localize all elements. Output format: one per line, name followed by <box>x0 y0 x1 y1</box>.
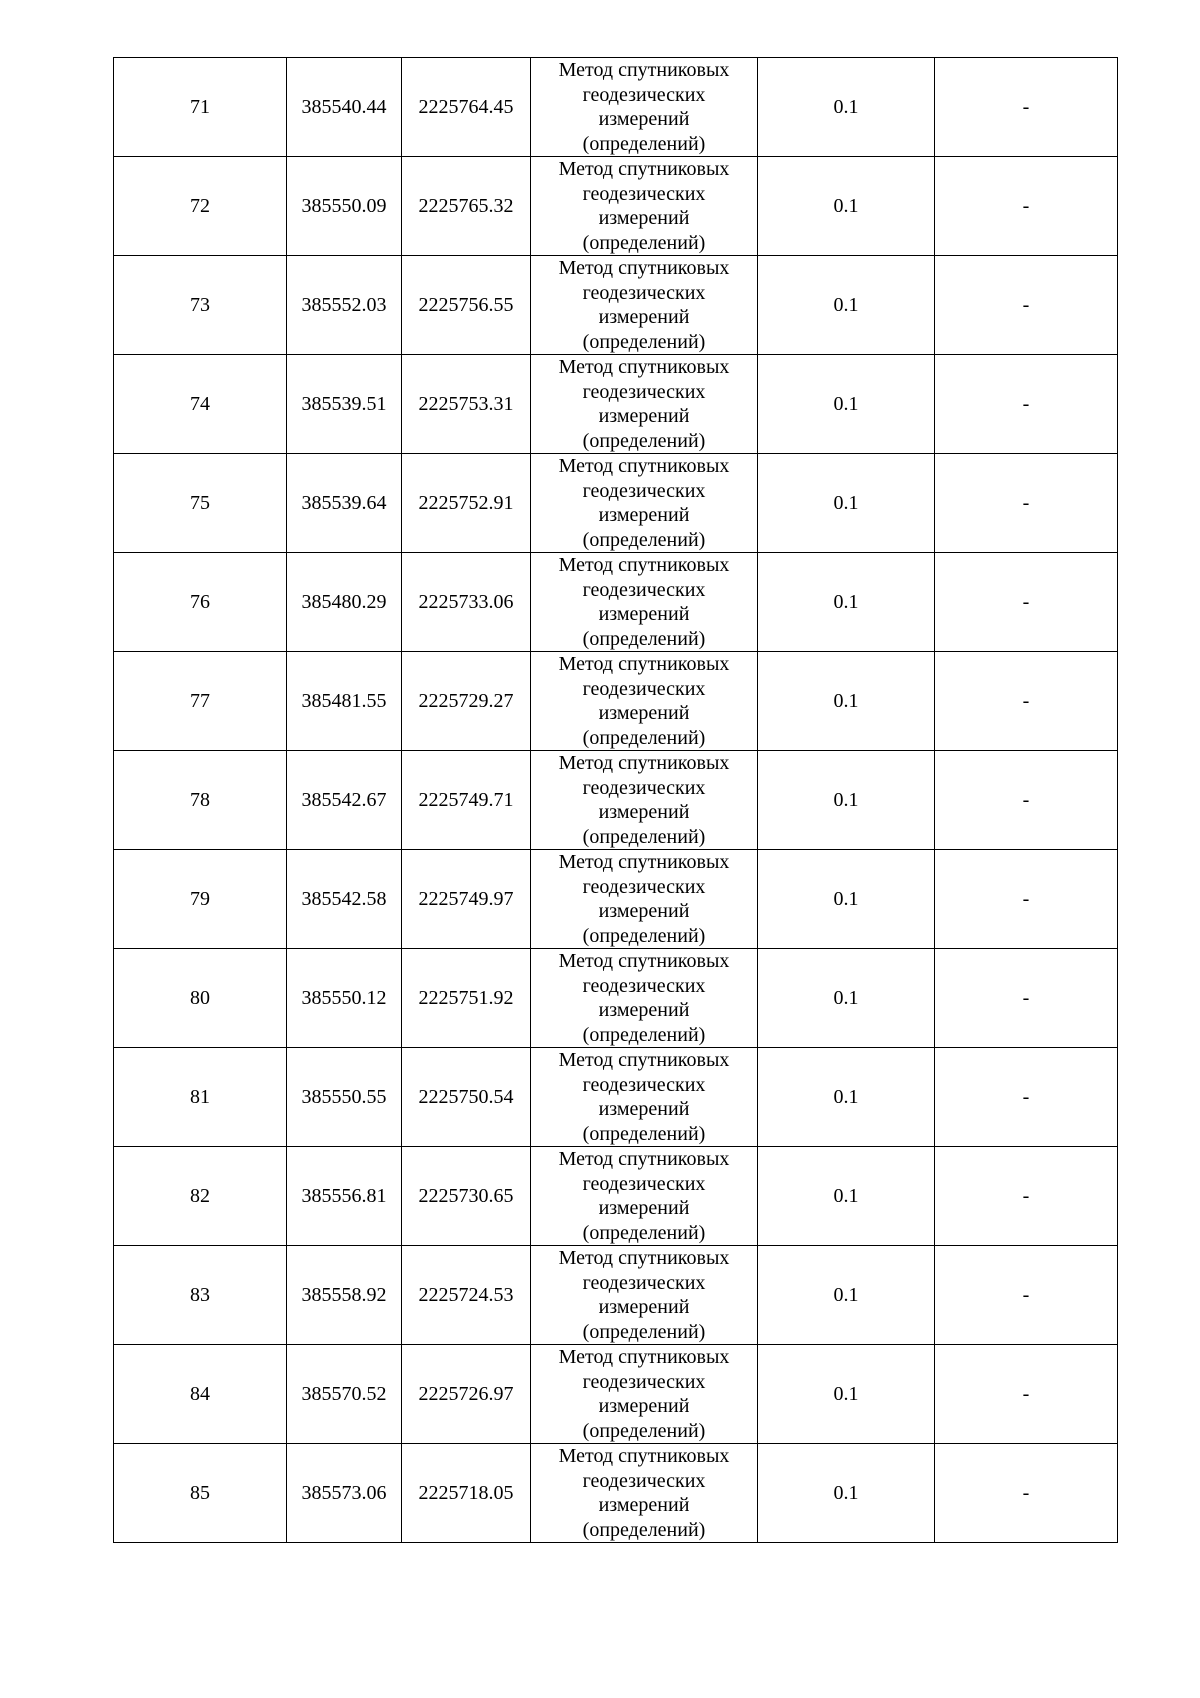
x-coordinate-cell: 385539.64 <box>287 454 402 553</box>
x-coordinate-cell: 385552.03 <box>287 256 402 355</box>
accuracy-cell: 0.1 <box>758 553 935 652</box>
table-body <box>114 58 1118 1543</box>
table-row <box>114 652 1118 751</box>
description-cell: - <box>935 355 1118 454</box>
coordinates-table <box>113 57 1118 1543</box>
method-cell <box>531 355 758 454</box>
x-coordinate-cell: 385481.55 <box>287 652 402 751</box>
method-cell <box>531 454 758 553</box>
method-cell <box>531 850 758 949</box>
x-coordinate-cell: 385480.29 <box>287 553 402 652</box>
description-cell: - <box>935 553 1118 652</box>
method-text: Метод спутниковых геодезических измерений (определений) <box>558 1148 730 1244</box>
method-text: Метод спутниковых геодезических измерений (определений) <box>558 752 730 848</box>
table-row <box>114 157 1118 256</box>
accuracy-cell: 0.1 <box>758 157 935 256</box>
method-cell <box>531 652 758 751</box>
method-cell <box>531 256 758 355</box>
y-coordinate-cell: 2225718.05 <box>402 1444 531 1543</box>
x-coordinate-cell: 385573.06 <box>287 1444 402 1543</box>
y-coordinate-cell: 2225730.65 <box>402 1147 531 1246</box>
table-row <box>114 355 1118 454</box>
method-cell <box>531 58 758 157</box>
table-row <box>114 454 1118 553</box>
y-coordinate-cell: 2225724.53 <box>402 1246 531 1345</box>
description-cell: - <box>935 157 1118 256</box>
method-text: Метод спутниковых геодезических измерений (определений) <box>558 356 730 452</box>
description-cell: - <box>935 454 1118 553</box>
y-coordinate-cell: 2225765.32 <box>402 157 531 256</box>
accuracy-cell: 0.1 <box>758 1048 935 1147</box>
method-cell <box>531 1345 758 1444</box>
y-coordinate-cell: 2225749.71 <box>402 751 531 850</box>
point-number-cell: 77 <box>114 652 287 751</box>
point-number-cell: 73 <box>114 256 287 355</box>
y-coordinate-cell: 2225729.27 <box>402 652 531 751</box>
method-text: Метод спутниковых геодезических измерений (определений) <box>558 1247 730 1343</box>
method-cell <box>531 949 758 1048</box>
method-cell <box>531 157 758 256</box>
method-cell <box>531 1147 758 1246</box>
accuracy-cell: 0.1 <box>758 454 935 553</box>
method-text: Метод спутниковых геодезических измерений (определений) <box>558 554 730 650</box>
description-cell: - <box>935 1048 1118 1147</box>
method-text: Метод спутниковых геодезических измерений (определений) <box>558 851 730 947</box>
description-cell: - <box>935 751 1118 850</box>
method-text: Метод спутниковых геодезических измерений (определений) <box>558 257 730 353</box>
table-row <box>114 553 1118 652</box>
description-cell: - <box>935 58 1118 157</box>
method-text: Метод спутниковых геодезических измерений (определений) <box>558 158 730 254</box>
x-coordinate-cell: 385540.44 <box>287 58 402 157</box>
description-cell: - <box>935 850 1118 949</box>
method-text: Метод спутниковых геодезических измерений (определений) <box>558 653 730 749</box>
point-number-cell: 72 <box>114 157 287 256</box>
accuracy-cell: 0.1 <box>758 1444 935 1543</box>
point-number-cell: 81 <box>114 1048 287 1147</box>
accuracy-cell: 0.1 <box>758 751 935 850</box>
method-cell <box>531 1246 758 1345</box>
x-coordinate-cell: 385550.55 <box>287 1048 402 1147</box>
table-row <box>114 1048 1118 1147</box>
method-text: Метод спутниковых геодезических измерений (определений) <box>558 59 730 155</box>
method-text: Метод спутниковых геодезических измерений (определений) <box>558 1049 730 1145</box>
description-cell: - <box>935 1444 1118 1543</box>
x-coordinate-cell: 385558.92 <box>287 1246 402 1345</box>
table-row <box>114 1246 1118 1345</box>
method-text: Метод спутниковых геодезических измерений (определений) <box>558 950 730 1046</box>
accuracy-cell: 0.1 <box>758 1147 935 1246</box>
table-row <box>114 751 1118 850</box>
accuracy-cell: 0.1 <box>758 850 935 949</box>
x-coordinate-cell: 385542.67 <box>287 751 402 850</box>
y-coordinate-cell: 2225749.97 <box>402 850 531 949</box>
point-number-cell: 80 <box>114 949 287 1048</box>
description-cell: - <box>935 256 1118 355</box>
description-cell: - <box>935 652 1118 751</box>
table-row <box>114 1345 1118 1444</box>
point-number-cell: 85 <box>114 1444 287 1543</box>
point-number-cell: 84 <box>114 1345 287 1444</box>
point-number-cell: 74 <box>114 355 287 454</box>
method-cell <box>531 751 758 850</box>
accuracy-cell: 0.1 <box>758 1345 935 1444</box>
table-row <box>114 58 1118 157</box>
accuracy-cell: 0.1 <box>758 652 935 751</box>
y-coordinate-cell: 2225752.91 <box>402 454 531 553</box>
y-coordinate-cell: 2225750.54 <box>402 1048 531 1147</box>
method-cell <box>531 1444 758 1543</box>
x-coordinate-cell: 385550.09 <box>287 157 402 256</box>
description-cell: - <box>935 1345 1118 1444</box>
accuracy-cell: 0.1 <box>758 949 935 1048</box>
method-text: Метод спутниковых геодезических измерений (определений) <box>558 455 730 551</box>
point-number-cell: 75 <box>114 454 287 553</box>
method-cell <box>531 553 758 652</box>
description-cell: - <box>935 1147 1118 1246</box>
accuracy-cell: 0.1 <box>758 1246 935 1345</box>
y-coordinate-cell: 2225764.45 <box>402 58 531 157</box>
y-coordinate-cell: 2225733.06 <box>402 553 531 652</box>
y-coordinate-cell: 2225753.31 <box>402 355 531 454</box>
method-text: Метод спутниковых геодезических измерений (определений) <box>558 1445 730 1541</box>
method-text: Метод спутниковых геодезических измерений (определений) <box>558 1346 730 1442</box>
table-row <box>114 1147 1118 1246</box>
accuracy-cell: 0.1 <box>758 256 935 355</box>
accuracy-cell: 0.1 <box>758 355 935 454</box>
x-coordinate-cell: 385556.81 <box>287 1147 402 1246</box>
table-row <box>114 1444 1118 1543</box>
method-cell <box>531 1048 758 1147</box>
y-coordinate-cell: 2225751.92 <box>402 949 531 1048</box>
point-number-cell: 82 <box>114 1147 287 1246</box>
y-coordinate-cell: 2225756.55 <box>402 256 531 355</box>
x-coordinate-cell: 385539.51 <box>287 355 402 454</box>
point-number-cell: 71 <box>114 58 287 157</box>
table-row <box>114 850 1118 949</box>
x-coordinate-cell: 385542.58 <box>287 850 402 949</box>
accuracy-cell: 0.1 <box>758 58 935 157</box>
point-number-cell: 76 <box>114 553 287 652</box>
description-cell: - <box>935 1246 1118 1345</box>
point-number-cell: 79 <box>114 850 287 949</box>
description-cell: - <box>935 949 1118 1048</box>
x-coordinate-cell: 385570.52 <box>287 1345 402 1444</box>
point-number-cell: 83 <box>114 1246 287 1345</box>
table-row <box>114 256 1118 355</box>
table-row <box>114 949 1118 1048</box>
y-coordinate-cell: 2225726.97 <box>402 1345 531 1444</box>
x-coordinate-cell: 385550.12 <box>287 949 402 1048</box>
point-number-cell: 78 <box>114 751 287 850</box>
